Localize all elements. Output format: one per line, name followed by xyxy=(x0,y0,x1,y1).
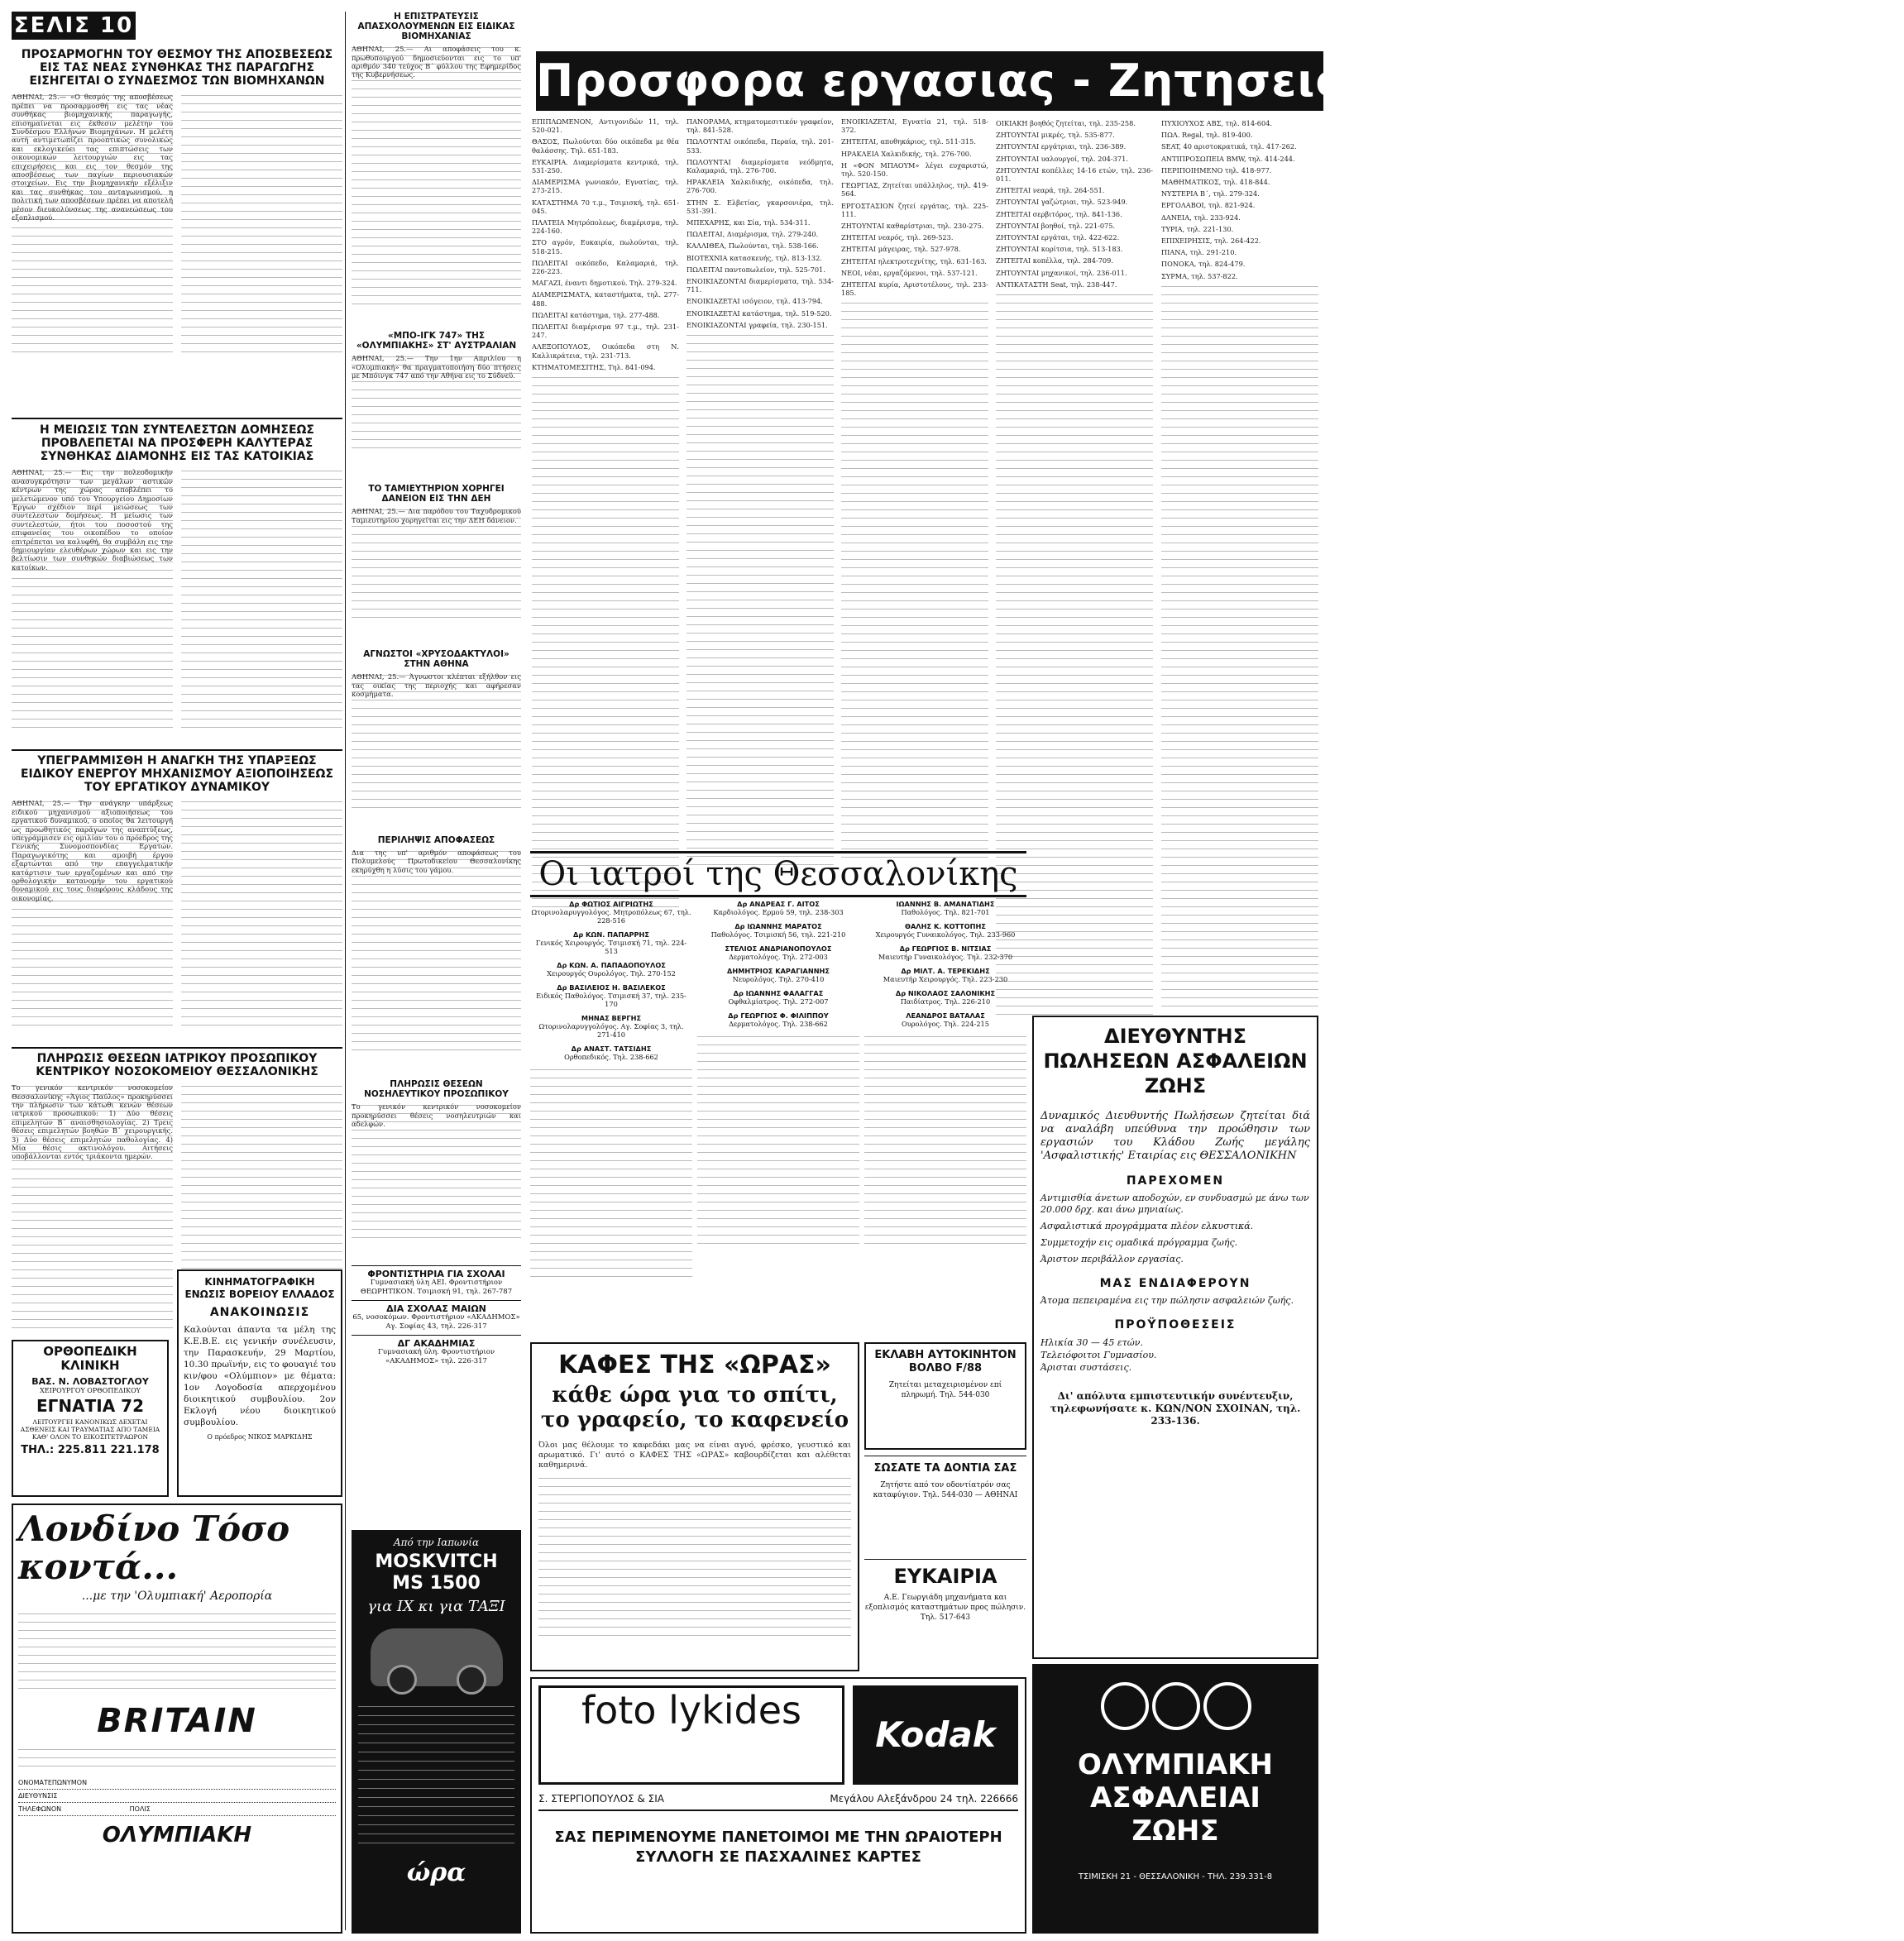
foto-lykides-ad xyxy=(530,1677,1026,1934)
doctor-info: Ορθοπεδικός. Τηλ. 238-662 xyxy=(564,1053,658,1061)
offer-heading: ΠΑΡΕΧΟΜΕΝ xyxy=(1126,1174,1225,1188)
article-headline: ΠΕΡΙΛΗΨΙΣ ΑΠΟΦΑΣΕΩΣ xyxy=(377,835,495,845)
article-headline: ΤΟ ΤΑΜΙΕΥΤΗΡΙΟΝ ΧΟΡΗΓΕΙ ΔΑΝΕΙΟΝ ΕΙΣ ΤΗΝ ΔΕΗ xyxy=(368,484,505,504)
tutoring-body: 65, νοσοκόμων. Φροντιστήριον «ΑΚΑΔΗΜΟΣ» Αγ. Σοφίας 43, τηλ. 226-317 xyxy=(352,1313,520,1331)
classified-ad: ΠΩΛΕΙΤΑΙ κατάστημα, τηλ. 277-488. xyxy=(532,310,660,319)
left-article-3 xyxy=(12,754,342,1044)
classified-ad: ΕΡΓΟΛΑΒΟΙ, τηλ. 821-924. xyxy=(1161,201,1256,210)
teeth-ad xyxy=(864,1456,1026,1556)
article-body: Το γενικόν κεντρικόν νοσοκομείον προκηρύσσει θέσεις νοσηλευτριών και αδελφών. xyxy=(352,1102,521,1243)
coffee-title: ΚΑΦΕΣ ΤΗΣ «ΩΡΑΣ» xyxy=(558,1351,831,1379)
classified-ad: ΚΑΛΛΙΘΕΑ, Πωλούνται, τηλ. 538-166. xyxy=(686,241,819,251)
doctor-name: Δρ ΙΩΑΝΝΗΣ ΜΑΡΑΤΟΣ xyxy=(734,922,822,930)
doctor-info: Νευρολόγος. Τηλ. 270-410 xyxy=(732,975,825,983)
doctor-name: Δρ ΙΩΑΝΝΗΣ ΦΑΛΑΓΓΑΣ xyxy=(733,989,824,997)
classified-ad: ΕΠΙΧΕΙΡΗΣΙΣ, τηλ. 264-422. xyxy=(1161,237,1261,246)
classified-ad: ΠΟΝΟΚΑ, τηλ. 824-479. xyxy=(1161,260,1246,269)
tutoring-ad xyxy=(352,1300,521,1335)
doctor-entry xyxy=(864,967,1026,983)
teeth-body: Ζητήστε από τον οδοντίατρόν σας καταφύγιον. Τηλ. 544-030 — ΑΘΗΝΑΙ xyxy=(873,1481,1018,1499)
page-number-badge: ΣΕΛΙΣ 10 xyxy=(12,12,136,40)
volvo-title: ΕΚΛΑΒΗ ΑΥΤΟΚΙΝΗΤΟΝ ΒΟΛΒΟ F/88 xyxy=(874,1349,1017,1374)
tutoring-body: Γυμνασιακή ύλη. Φροντιστήριον «ΑΚΑΔΗΜΟΣ» τηλ. 226-317 xyxy=(377,1348,495,1365)
olympic-rings-icon xyxy=(1101,1682,1250,1732)
london-subtitle: ...με την 'Ολυμπιακή' Αεροπορία xyxy=(81,1590,273,1603)
article-headline: ΠΛΗΡΩΣΙΣ ΘΕΣΕΩΝ ΙΑΤΡΙΚΟΥ ΠΡΟΣΩΠΙΚΟΥ ΚΕΝΤΡΙΚΟΥ ΝΟΣΟΚΟΜΕΙΟΥ ΘΕΣΣΑΛΟΝΙΚΗΣ xyxy=(36,1052,318,1079)
article-body: ΑΘΗΝΑΙ, 25.— Δια παρόδου του Ταχυδρομικού Ταμιευτηρίου χορηγείται εις την ΔΕΗ δάνειον. xyxy=(352,507,521,623)
classified-ad: ΣΥΡΜΑ, τηλ. 537-822. xyxy=(1161,271,1238,280)
doctor-name: Δρ ΓΕΩΡΓΙΟΣ Β. ΝΙΤΣΙΑΣ xyxy=(899,944,992,953)
divider xyxy=(12,418,342,419)
classified-column-1 xyxy=(532,117,679,845)
offer-item: Ασφαλιστικά προγράμματα πλέον ελκυστικά. xyxy=(1041,1221,1254,1231)
doctor-name: Δρ ΓΕΩΡΓΙΟΣ Φ. ΦΙΛΙΠΠΟΥ xyxy=(728,1011,829,1020)
classified-ad: ΑΝΤΙΚΑΤΑΣΤΗ Seat, τηλ. 238-447. xyxy=(996,280,1117,289)
doctor-name: ΛΕΑΝΔΡΟΣ ΒΑΤΑΛΑΣ xyxy=(906,1011,985,1020)
london-body xyxy=(18,1611,336,1694)
teeth-title: ΣΩΣΑΤΕ ΤΑ ΔΟΝΤΙΑ ΣΑΣ xyxy=(873,1462,1017,1475)
classified-ad: ΖΗΤΟΥΝΤΑΙ κορίτσια, τηλ. 513-183. xyxy=(996,245,1123,254)
doctor-entry xyxy=(864,1011,1026,1028)
coffee-body-filler xyxy=(538,1475,851,1641)
doctor-entry xyxy=(697,900,859,916)
mid-article-5 xyxy=(352,835,521,1075)
doctor-entry xyxy=(697,1011,859,1028)
coffee-slogan: κάθε ώρα για το σπίτι, το γραφείο, το καφενείο xyxy=(540,1383,849,1432)
mid-article-4 xyxy=(352,649,521,831)
doctor-name: ΘΑΛΗΣ Κ. ΚΟΤΤΟΠΗΣ xyxy=(905,922,986,930)
tutoring-title: ΔΓ ΑΚΑΔΗΜΙΑΣ xyxy=(397,1338,476,1349)
offer-item: Αντιμισθία άνετων αποδοχών, εν συνδυασμώ με άνω των 20.000 δρχ. και άνω μηνιαίως. xyxy=(1041,1193,1309,1215)
classified-ad: ΕΝΟΙΚΙΑΖΕΤΑΙ κατάστημα, τηλ. 519-520. xyxy=(686,308,832,318)
form-row[interactable] xyxy=(18,1803,336,1816)
doctor-name: Δρ ΒΑΣΙΛΕΙΟΣ Η. ΒΑΣΙΛΕΚΟΣ xyxy=(557,983,666,992)
article-body-cont xyxy=(181,799,342,1030)
classified-ad: ΖΗΤΕΙΤΑΙ νεαρός, τηλ. 269-523. xyxy=(841,233,954,242)
article-headline: «ΜΠΟ-ΙΓΚ 747» ΤΗΣ «ΟΛΥΜΠΙΑΚΗΣ» ΣΤ' ΑΥΣΤΡΑΛΙΑΝ xyxy=(356,331,517,351)
classified-column-3 xyxy=(841,117,988,845)
classified-ad: ΖΗΤΕΙΤΑΙ νεαρά, τηλ. 264-551. xyxy=(996,186,1105,195)
article-body: Το γενικόν κεντρικόν νοσοκομείον Θεσσαλονίκης «Άγιος Παύλος» προκηρύσσει την πλήρωσιν των κάτωθι κενών θέσεων ιατρικού προσωπικού: 1) Δύο θέσεις επιμελητών Β΄ αναισθησιολογίας. 2) Τρεις θέσεις επιμελητών βοηθών Β΄ χειρουργικής. 3) Δύο θέσεις επιμελητών παθολογίας. 4) Μία θέσις ακτινολόγου. Αιτήσεις υποβάλλονται εντός τριάκοντα ημερών. xyxy=(12,1083,173,1307)
article-body-cont xyxy=(181,468,342,733)
doctor-entry xyxy=(530,983,692,1008)
mid-article-6 xyxy=(352,1079,521,1257)
doctor-info: Οφθαλμίατρος. Τηλ. 272-007 xyxy=(728,997,829,1006)
doctors-col-1 xyxy=(530,900,692,1338)
classified-ad: ΑΝΤΙΠΡΟΣΩΠΕΙΑ BMW, τηλ. 414-244. xyxy=(1161,154,1295,163)
insurance-address: ΤΣΙΜΙΣΚΗ 21 - ΘΕΣΣΑΛΟΝΙΚΗ - ΤΗΛ. 239.331-8 xyxy=(1078,1872,1273,1881)
olympic-airline-logo: ΟΛΥΜΠΙΑΚΗ xyxy=(102,1823,252,1848)
london-ad xyxy=(12,1504,342,1934)
manager-contact: Δι' απόλυτα εμπιστευτικήν συνέντευξιν, τηλεφωνήσατε κ. ΚΩΝ/ΝΟΝ ΣΧΟΙΝΑΝ, τηλ. 233-136. xyxy=(1050,1390,1301,1427)
article-body: ΑΘΗΝΑΙ, 25.— Την ανάγκην υπάρξεως ειδικού μηχανισμού αξιοποιήσεως του εργατικού δυναμικού, ο οποίος θα λειτουργή ως προωθητικός παράγων της αναπτύξεως, υπεγράμμισεν εις ομιλίαν του ο πρόεδρος της Γενικής Συνομοσπονδίας Εργατών. Παραγωγικότης και αμοιβή έργου εξαρτώνται από την επαγγελματικήν κατάρτισιν των εργαζομένων και από την ορθολογικήν κατανομήν του εργατικού δυναμικού εις τους διαφόρους κλάδους της οικονομίας. xyxy=(12,799,173,1030)
doctors-filler xyxy=(697,1034,859,1249)
doctor-info: Παθολόγος. Τηλ. 821-701 xyxy=(901,908,990,916)
classified-ad: ΠΙΑΝΑ, τηλ. 291-210. xyxy=(1161,248,1237,257)
doctor-name: Δρ ΚΩΝ. ΠΑΠΑΡΡΗΣ xyxy=(573,930,649,939)
classified-ad: ΜΑΘΗΜΑΤΙΚΟΣ, τηλ. 418-844. xyxy=(1161,178,1270,187)
mid-article-1 xyxy=(352,12,521,326)
classified-ad: ΣΤΗΝ Σ. Ελβετίας, γκαρσονιέρα, τηλ. 531-391. xyxy=(686,198,834,215)
requirement-item: Άρισται συστάσεις. xyxy=(1041,1362,1132,1373)
opportunity-ad xyxy=(864,1559,1026,1671)
left-article-4 xyxy=(12,1052,342,1176)
insurance-name: ΟΛΥΜΠΙΑΚΗ ΑΣΦΑΛΕΙΑΙ ΖΩΗΣ xyxy=(1078,1748,1273,1848)
classified-ad: ΖΗΤΟΥΝΤΑΙ υαλουργοί, τηλ. 204-371. xyxy=(996,154,1128,163)
classified-column-5 xyxy=(1161,12,1318,1012)
classified-ad: ΠΩΛΕΙΤΑΙ οικόπεδο, Καλαμαριά, τηλ. 226-223. xyxy=(532,258,679,276)
tutoring-title: ΦΡΟΝΤΙΣΤΗΡΙΑ ΓΙΑ ΣΧΟΛΑΙ xyxy=(367,1269,505,1279)
classified-ad: ΜΠΕΧΑΡΗΣ, και Σία, τηλ. 534-311. xyxy=(686,218,811,227)
classified-ad: ΜΑΓΑΖΙ, έναντι δημοτικού. Τηλ. 279-324. xyxy=(532,279,677,288)
classified-ad: ΕΝΟΙΚΙΑΖΟΝΤΑΙ γραφεία, τηλ. 230-151. xyxy=(686,320,828,329)
foto-address: Μεγάλου Αλεξάνδρου 24 τηλ. 226666 xyxy=(830,1793,1018,1805)
tutoring-ad xyxy=(352,1335,521,1370)
article-body: ΑΘΗΝΑΙ, 25.— «Ο θεσμός της αποσβέσεως πρέπει να προσαρμοσθή εις τας νέας συνθήκας βιομηχανικής παραγωγής, επισημαίνεται εις έκθεσιν μελέτην του Συνδέσμου Ελλήνων Βιομηχάνων. Η μελέτη αυτή αντιμετωπίζει προοπτικώς συνολικώς και εκλογικεύει τας επιπτώσεις των οικονομικών λειτουργιών εις τας επιχειρήσεις και εις τον θεσμόν της αποσβέσεως των παγίων περιουσιακών στοιχείων. Εις την βιομηχανικήν εξέλιξιν και τας συνθήκας του ανταγωνισμού, η πολιτική των αποσβέσεων πρέπει να αποτελή μέσον διευκολύνσεως της ανανεώσεως του εξοπλισμού. xyxy=(12,93,173,357)
classified-ad: ΠΩΛ. Regal, τηλ. 819-400. xyxy=(1161,131,1253,140)
opportunity-body: Α.Ε. Γεωργιάδη μηχανήματα και εξοπλισμός καταστημάτων προς πώλησιν. Τηλ. 517-643 xyxy=(864,1594,1026,1622)
classified-ad: ΠΥΧΙΟΥΧΟΣ ΑΒΣ, τηλ. 814-604. xyxy=(1161,119,1273,127)
classified-ad: ΠΩΛΟΥΝΤΑΙ οικόπεδα, Περαία, τηλ. 201-533. xyxy=(686,137,834,155)
classified-ad: ΚΤΗΜΑΤΟΜΕΣΙΤΗΣ, Τηλ. 841-094. xyxy=(532,362,656,371)
sales-manager-ad xyxy=(1032,1016,1318,1659)
classified-ad: ΒΙΟΤΕΧΝΙΑ κατασκευής, τηλ. 813-132. xyxy=(686,253,822,262)
coffee-body: Όλοι μας θέλουμε το καφεδάκι μας να είναι αγνό, φρέσκο, γευστικό και αρωματικό. Γι' αυτό ο ΚΑΦΕΣ ΤΗΣ «ΩΡΑΣ» καβουρδίζεται και αλέθεται καθημερινά. xyxy=(538,1441,851,1470)
ortho-street: ΕΓΝΑΤΙΑ 72 xyxy=(36,1396,144,1416)
doctors-col-3 xyxy=(864,900,1026,1338)
ortho-specialty: ΧΕΙΡΟΥΡΓΟΥ ΟΡΘΟΠΕΔΙΚΟΥ xyxy=(40,1387,141,1394)
classified-ad: ΠΕΡΙΠΟΙΗΜΕΝΟ τηλ. 418-977. xyxy=(1161,165,1272,174)
classified-ad: ΕΝΟΙΚΙΑΖΕΤΑΙ ισόγειον, τηλ. 413-794. xyxy=(686,297,823,306)
classified-ad: ΤΥΡΙΑ, τηλ. 221-130. xyxy=(1161,224,1234,233)
column-rule xyxy=(345,12,346,1930)
doctor-entry xyxy=(864,922,1026,939)
doctors-col-2 xyxy=(697,900,859,1338)
left-article-1 xyxy=(12,48,342,371)
opportunity-title: ΕΥΚΑΙΡΙΑ xyxy=(893,1565,997,1588)
doctor-info: Ειδικός Παθολόγος. Τσιμισκή 37, τηλ. 235-170 xyxy=(536,992,686,1008)
doctor-info: Χειρουργός Ουρολόγος. Τηλ. 270-152 xyxy=(547,969,676,978)
form-row[interactable] xyxy=(18,1790,336,1803)
foto-owner: Σ. ΣΤΕΡΓΙΟΠΟΥΛΟΣ & ΣΙΑ xyxy=(538,1793,664,1805)
taxi-model: MOSKVITCH MS 1500 xyxy=(375,1551,498,1594)
doctor-info: Ουρολόγος. Τηλ. 224-215 xyxy=(902,1020,989,1028)
requirements-list xyxy=(1041,1336,1310,1374)
form-label: ΔΙΕΥΘΥΝΣΙΣ xyxy=(18,1792,58,1800)
classified-ad: ΔΑΝΕΙΑ, τηλ. 233-924. xyxy=(1161,213,1241,222)
article-body: ΑΘΗΝΑΙ, 25.— Την 1ην Απριλίου η «Ολυμπιακή» θα πραγματοποιήση δύο πτήσεις με Μπόινγκ 747 από την Αθήνα εις το Σύδνεϋ. xyxy=(352,354,521,453)
classified-ad: ΔΙΑΜΕΡΙΣΜΑΤΑ, καταστήματα, τηλ. 277-488. xyxy=(532,290,679,308)
moskvitch-ad xyxy=(352,1530,521,1934)
hospital-positions-list xyxy=(12,1176,173,1333)
article-body: ΑΘΗΝΑΙ, 25.— Εις την πολεοδομικήν ανασυγκρότησιν των μεγάλων αστικών κέντρων της χώρας αποβλέπει το μελετώμενον υπό του Υπουργείου Δημοσίων Έργων σχέδιον περί μειώσεως των συντελεστών δομήσεως. Η μείωσις των συντελεστών, ήτοι του ποσοστού της επιφανείας του οικοπέδου το οποίον επιτρέπεται να καλυφθή, θα συμβάλη εις την δημιουργίαν ελευθέρων χώρων και εις την βελτίωσιν των συνθηκών διαβιώσεως των κατοίκων. xyxy=(12,468,173,733)
classified-ad: ΗΡΑΚΛΕΙΑ Χαλκιδικής, τηλ. 276-700. xyxy=(841,149,972,158)
classified-ad: ΖΗΤΟΥΝΤΑΙ βοηθοί, τηλ. 221-075. xyxy=(996,221,1116,230)
mid-article-2 xyxy=(352,331,521,480)
article-body: Δια της υπ' αριθμόν αποφάσεως του Πολυμελούς Πρωτοδικείου Θεσσαλονίκης εκηρύχθη η λύσις του γάμου. xyxy=(352,849,521,1055)
taxi-line2: για ΙΧ κι για ΤΑΞΙ xyxy=(367,1598,505,1615)
classified-ad: ΖΗΤΟΥΝΤΑΙ κοπέλλες 14-16 ετών, τηλ. 236-011. xyxy=(996,165,1153,184)
olympic-insurance-ad xyxy=(1032,1664,1318,1934)
cinema-title: ΚΙΝΗΜΑΤΟΓΡΑΦΙΚΗ ΕΝΩΣΙΣ ΒΟΡΕΙΟΥ ΕΛΛΑΔΟΣ xyxy=(184,1276,335,1300)
tutoring-title: ΔΙΑ ΣΧΟΛΑΣ ΜΑΙΩΝ xyxy=(386,1303,486,1314)
classified-ad: ΕΝΟΙΚΙΑΖΕΤΑΙ, Εγνατία 21, τηλ. 518-372. xyxy=(841,117,988,135)
doctors-section-title: Οι ιατροί της Θεσσαλονίκης xyxy=(530,851,1026,897)
london-coupon-text xyxy=(18,1747,336,1771)
ortho-clinic-ad xyxy=(12,1340,169,1497)
doctor-info: Δερματολόγος. Τηλ. 238-662 xyxy=(729,1020,828,1028)
classified-ad: ΖΗΤΟΥΝΤΑΙ μηχανικοί, τηλ. 236-011. xyxy=(996,268,1127,277)
kodak-logo: Kodak xyxy=(853,1685,1018,1785)
taxi-body xyxy=(358,1703,514,1852)
london-title: Λονδίνο Τόσο κοντά... xyxy=(18,1508,290,1587)
tutoring-ads xyxy=(352,1265,521,1447)
classified-ad: ΘΑΣΟΣ, Πωλούνται δύο οικόπεδα με θέα θαλάσσης. Τηλ. 651-183. xyxy=(532,137,679,155)
classified-ad: ΗΡΑΚΛΕΙΑ Χαλκιδικής, οικόπεδα, τηλ. 276-700. xyxy=(686,178,834,195)
classified-ad: ΖΗΤΕΙΤΑΙ ηλεκτροτεχνίτης, τηλ. 631-163. xyxy=(841,256,988,265)
requirements-heading: ΠΡΟΫΠΟΘΕΣΕΙΣ xyxy=(1114,1318,1237,1331)
classified-ad: ΠΩΛΕΙΤΑΙ παντοπωλείον, τηλ. 525-701. xyxy=(686,265,825,274)
classified-ad: ΖΗΤΟΥΝΤΑΙ γαζώτριαι, τηλ. 523-949. xyxy=(996,198,1128,207)
classified-ad: ΖΗΤΕΙΤΑΙ, αποθηκάριος, τηλ. 511-315. xyxy=(841,137,976,146)
classified-filler xyxy=(1161,284,1318,1011)
doctor-name: ΙΩΑΝΝΗΣ Β. ΑΜΑΝΑΤΙΔΗΣ xyxy=(896,900,995,908)
article-headline: ΠΛΗΡΩΣΙΣ ΘΕΣΕΩΝ ΝΟΣΗΛΕΥΤΙΚΟΥ ΠΡΟΣΩΠΙΚΟΥ xyxy=(364,1079,509,1100)
classified-ad: ΖΗΤΟΥΝΤΑΙ εργάται, τηλ. 422-622. xyxy=(996,233,1120,242)
doctor-entry xyxy=(697,944,859,961)
volvo-ad xyxy=(864,1342,1026,1450)
classified-ad: ΑΛΕΞΟΠΟΥΛΟΣ, Οικόπεδα στη Ν. Καλλικράτεια, τηλ. 231-713. xyxy=(532,342,679,360)
doctor-name: Δρ ΑΝΑΣΤ. ΤΑΤΣΙΔΗΣ xyxy=(571,1045,652,1053)
classified-ad: ΠΑΝΟΡΑΜΑ, κτηματομεσιτικόν γραφείον, τηλ. 841-528. xyxy=(686,117,834,135)
ortho-phones: ΤΗΛ.: 225.811 221.178 xyxy=(21,1444,160,1456)
doctor-info: Μαιευτήρ Γυναικολόγος. Τηλ. 232-370 xyxy=(878,953,1013,961)
doctor-info: Παθολόγος. Τσιμισκή 56, τηλ. 221-210 xyxy=(710,930,846,939)
article-body-cont xyxy=(181,93,342,357)
doctor-info: Καρδιολόγος. Ερμού 59, τηλ. 238-303 xyxy=(713,908,844,916)
doctor-info: Παιδίατρος. Τηλ. 226-210 xyxy=(900,997,991,1006)
doctors-filler xyxy=(864,1034,1026,1249)
doctor-entry xyxy=(697,922,859,939)
classified-ad: ΖΗΤΟΥΝΤΑΙ μικρές, τηλ. 535-877. xyxy=(996,131,1115,140)
article-body: ΑΘΗΝΑΙ, 25.— Αι αποφάσεις του κ. πρωθυπουργού δημοσιεύονται εις το υπ' αριθμόν 340 τεύχος Β΄ φύλλου της Εφημερίδος της Κυβερνήσεως. xyxy=(352,45,521,309)
form-label: ΠΟΛΙΣ xyxy=(129,1805,151,1813)
doctor-name: Δρ ΝΙΚΟΛΑΟΣ ΣΑΛΟΝΙΚΗΣ xyxy=(895,989,996,997)
cinema-body: Καλούνται άπαντα τα μέλη της Κ.Ε.Β.Ε. εις γενικήν συνέλευσιν, την Παρασκευήν, 29 Μαρτίου, 10.30 πρωϊνήν, εις το φουαγιέ του κιν/φου «Ολύμπιον» με θέματα: 1ον Λογοδοσία απερχομένου διοικητικού συμβουλίου. 2ον Εκλογή νέου διοικητικού συμβουλίου. xyxy=(184,1325,336,1427)
doctor-entry xyxy=(530,1014,692,1039)
cinema-subtitle: ΑΝΑΚΟΙΝΩΣΙΣ xyxy=(209,1306,310,1319)
car-illustration xyxy=(371,1628,503,1686)
britain-brand: BRITAIN xyxy=(97,1702,257,1740)
doctors-filler xyxy=(530,1067,692,1282)
foto-tagline: ΣΑΣ ΠΕΡΙΜΕΝΟΥΜΕ ΠΑΝΕΤΟΙΜΟΙ ΜΕ ΤΗΝ ΩΡΑΙΟΤΕΡΗ ΣΥΛΛΟΓΗ ΣΕ ΠΑΣΧΑΛΙΝΕΣ ΚΑΡΤΕΣ xyxy=(554,1829,1002,1866)
doctor-entry xyxy=(864,989,1026,1006)
doctor-name: Δρ ΦΩΤΙΟΣ ΑΙΓΡΙΩΤΗΣ xyxy=(569,900,653,908)
coffee-ad xyxy=(530,1342,859,1671)
offer-item: Συμμετοχήν εις ομαδικά πρόγραμμα ζωής. xyxy=(1041,1237,1238,1248)
left-article-2 xyxy=(12,423,342,746)
divider xyxy=(12,749,342,751)
article-headline: Η ΕΠΙΣΤΡΑΤΕΥΣΙΣ ΑΠΑΣΧΟΛΟΥΜΕΝΩΝ ΕΙΣ ΕΙΔΙΚΑΣ ΒΙΟΜΗΧΑΝΙΑΣ xyxy=(357,12,515,42)
classified-ad: ΕΥΚΑΙΡΙΑ. Διαμερίσματα κεντρικά, τηλ. 531-250. xyxy=(532,157,679,175)
article-headline: Η ΜΕΙΩΣΙΣ ΤΩΝ ΣΥΝΤΕΛΕΣΤΩΝ ΔΟΜΗΣΕΩΣ ΠΡΟΒΛΕΠΕΤΑΙ ΝΑ ΠΡΟΣΦΕΡΗ ΚΑΛΥΤΕΡΑΣ ΣΥΝΘΗΚΑΣ ΔΙΑΜΟΝΗΣ ΕΙΣ ΤΑΣ ΚΑΤΟΙΚΙΑΣ xyxy=(40,423,314,464)
doctor-entry xyxy=(864,900,1026,916)
doctor-info: Γενικός Χειρουργός. Τσιμισκή 71, τηλ. 224-513 xyxy=(535,939,687,955)
doctor-name: Δρ ΑΝΔΡΕΑΣ Γ. ΑΙΤΟΣ xyxy=(737,900,820,908)
manager-intro: Δυναμικός Διευθυντής Πωλήσεων ζητείται διά να αναλάβη υπεύθυνα την προώθησιν των εργασιών του Κλάδου Ζωής μεγάλης 'Ασφαλιστικής' Εταιρίας εις ΘΕΣΣΑΛΟΝΙΚΗΝ xyxy=(1041,1110,1310,1162)
classified-ad: ΝΕΟΙ, νέαι, εργαζόμενοι, τηλ. 537-121. xyxy=(841,268,978,277)
expect-heading: ΜΑΣ ΕΝΔΙΑΦΕΡΟΥΝ xyxy=(1099,1277,1251,1290)
classified-ad: ΠΛΑΤΕΙΑ Μητρόπολεως, διαμέρισμα, τηλ. 224-160. xyxy=(532,218,679,236)
doctor-info: Ωτορινολαρυγγολόγος. Αγ. Σοφίας 3, τηλ. 271-410 xyxy=(538,1022,684,1039)
classified-ad: ΚΑΤΑΣΤΗΜΑ 70 τ.μ., Τσιμισκή, τηλ. 651-045. xyxy=(532,198,679,215)
classified-ad: ΠΩΛΕΙΤΑΙ διαμέρισμα 97 τ.μ., τηλ. 231-247. xyxy=(532,323,679,340)
cinema-union-ad xyxy=(177,1269,342,1497)
offer-item: Άριστον περιβάλλον εργασίας. xyxy=(1041,1254,1184,1265)
classified-ad: ΖΗΤΕΙΤΑΙ μάγειρας, τηλ. 527-978. xyxy=(841,245,961,254)
article-headline: ΥΠΕΓΡΑΜΜΙΣΘΗ Η ΑΝΑΓΚΗ ΤΗΣ ΥΠΑΡΞΕΩΣ ΕΙΔΙΚΟΥ ΕΝΕΡΓΟΥ ΜΗΧΑΝΙΣΜΟΥ ΑΞΙΟΠΟΙΗΣΕΩΣ ΤΟΥ ΕΡΓΑΤΙΚΟΥ ΔΥΝΑΜΙΚΟΥ xyxy=(20,754,334,795)
classified-column-2 xyxy=(686,117,834,845)
classified-filler xyxy=(532,375,679,912)
classified-ad: ΖΗΤΕΙΤΑΙ σερβιτόρος, τηλ. 841-136. xyxy=(996,209,1122,218)
doctor-info: Δερματολόγος. Τηλ. 272-003 xyxy=(729,953,828,961)
classified-ad: ΕΝΟΙΚΙΑΖΟΝΤΑΙ διαμερίσματα, τηλ. 534-711. xyxy=(686,277,834,294)
article-headline: ΠΡΟΣΑΡΜΟΓΗΝ ΤΟΥ ΘΕΣΜΟΥ ΤΗΣ ΑΠΟΣΒΕΣΕΩΣ ΕΙΣ ΤΑΣ ΝΕΑΣ ΣΥΝΘΗΚΑΣ ΤΗΣ ΠΑΡΑΓΩΓΗΣ ΕΙΣΗΓΕΙΤΑΙ Ο ΣΥΝΔΕΣΜΟΣ ΤΩΝ ΒΙΟΜΗΧΑΝΩΝ xyxy=(21,48,333,88)
classified-ad: ΓΕΩΡΓΙΑΣ, Ζητείται υπάλληλος, τηλ. 419-564. xyxy=(841,181,988,198)
classifieds-banner: Προσφορα εργασιας - Ζητησεις - Πωλησεις - Ακινητα xyxy=(536,51,1323,111)
doctor-name: Δρ ΜΙΛΤ. Α. ΤΕΡΕΚΙΔΗΣ xyxy=(901,967,990,975)
classified-ad: ΝΥΣΤΕΡΙΑ Β΄, τηλ. 279-324. xyxy=(1161,189,1260,198)
classified-ad: ΖΗΤΕΙΤΑΙ κοπέλλα, τηλ. 284-709. xyxy=(996,256,1113,265)
form-row[interactable] xyxy=(18,1776,336,1790)
doctor-name: Δρ ΚΩΝ. Α. ΠΑΠΑΔΟΠΟΥΛΟΣ xyxy=(557,961,666,969)
doctor-info: Ωτορινολαρυγγολόγος. Μητροπόλεως 67, τηλ. 228-516 xyxy=(531,908,691,925)
doctor-entry xyxy=(530,1045,692,1061)
mid-article-3 xyxy=(352,484,521,645)
doctor-name: ΣΤΕΛΙΟΣ ΑΝΔΡΙΑΝΟΠΟΥΛΟΣ xyxy=(725,944,832,953)
tutoring-body: Γυμνασιακή ύλη ΑΕΙ. Φροντιστήριον ΘΕΩΡΗΤΙΚΟΝ. Τσιμισκή 91, τηλ. 267-787 xyxy=(360,1279,513,1296)
doctor-entry xyxy=(697,967,859,983)
classified-ad: ΕΡΓΟΣΤΑΣΙΟΝ ζητεί εργάτας, τηλ. 225-111. xyxy=(841,201,988,218)
volvo-body: Ζητείται μεταχειρισμένον επί πληρωμή. Τηλ. 544-030 xyxy=(888,1381,1002,1399)
foto-brand: foto lykides xyxy=(538,1685,844,1785)
ortho-title: ΟΡΘΟΠΕΔΙΚΗ ΚΛΙΝΙΚΗ xyxy=(43,1344,137,1373)
form-label: ΟΝΟΜΑΤΕΠΩΝΥΜΟΝ xyxy=(18,1779,88,1786)
classified-ad: SEAT, 40 αριστοκρατικά, τηλ. 417-262. xyxy=(1161,142,1297,151)
classified-ad: ΟΙΚΙΑΚΗ βοηθός ζητείται, τηλ. 235-258. xyxy=(996,119,1136,127)
classified-ad: ΕΠΙΠΛΩΜΕΝΟΝ, Αντιγονιδών 11, τηλ. 520-021. xyxy=(532,117,679,135)
classified-ad: ΔΙΑΜΕΡΙΣΜΑ γωνιακόν, Εγνατίας, τηλ. 273-215. xyxy=(532,178,679,195)
article-headline: ΑΓΝΩΣΤΟΙ «ΧΡΥΣΟΔΑΚΤΥΛΟΙ» ΣΤΗΝ ΑΘΗΝΑ xyxy=(363,649,509,670)
doctor-entry xyxy=(697,989,859,1006)
classified-ad: ΠΩΛΟΥΝΤΑΙ διαμερίσματα νεόδμητα, Καλαμαριά, τηλ. 276-700. xyxy=(686,157,834,175)
classified-ad: ΖΗΤΟΥΝΤΑΙ καθαρίστριαι, τηλ. 230-275. xyxy=(841,222,984,231)
doctor-entry xyxy=(864,944,1026,961)
tutoring-ad xyxy=(352,1265,521,1300)
ortho-note: ΛΕΙΤΟΥΡΓΕΙ ΚΑΝΟΝΙΚΩΣ ΔΕΧΕΤΑΙ ΑΣΘΕΝΕΙΣ ΚΑΙ ΤΡΑΥΜΑΤΙΑΣ ΑΠΟ ΤΑΜΕΙΑ ΚΑΘ' ΟΛΟΝ ΤΟ ΕΙΚΟΣΙΤΕΤΡΑΩΡΟΝ xyxy=(20,1418,160,1441)
classified-ad: ΠΩΛΕΙΤΑΙ, Διαμέρισμα, τηλ. 279-240. xyxy=(686,230,819,239)
classified-ad: Η «ΦΟΝ ΜΠΑΟΥΜ» λέγει ευχαριστώ, τηλ. 520-150. xyxy=(841,160,988,179)
doctor-name: ΜΗΝΑΣ ΒΕΡΓΗΣ xyxy=(581,1014,642,1022)
classified-filler xyxy=(841,300,988,863)
offer-list xyxy=(1041,1193,1310,1265)
cinema-sign: Ο πρόεδρος ΝΙΚΟΣ ΜΑΡΚΙΔΗΣ xyxy=(207,1433,313,1441)
expect-text: Άτομα πεπειραμένα εις την πώλησιν ασφαλειών ζωής. xyxy=(1041,1295,1294,1306)
doctor-info: Μαιευτήρ Χειρουργός. Τηλ. 223-230 xyxy=(883,975,1008,983)
article-body: ΑΘΗΝΑΙ, 25.— Άγνωστοι κλέπται εξήλθον εις τας οικίας της περιοχής και αφήρεσαν κοσμήματα. xyxy=(352,672,521,813)
classified-filler xyxy=(686,332,834,870)
taxi-line1: Από την Ιαπωνία xyxy=(393,1537,480,1548)
taxi-dealer: ώρα xyxy=(406,1858,466,1887)
coupon-form xyxy=(18,1776,336,1816)
doctor-name: ΔΗΜΗΤΡΙΟΣ ΚΑΡΑΓΙΑΝΝΗΣ xyxy=(727,967,830,975)
classified-ad: ΣΤΟ αγρόν, Ευκαιρία, πωλούνται, τηλ. 518-215. xyxy=(532,238,679,256)
manager-title: ΔΙΕΥΘΥΝΤΗΣ ΠΩΛΗΣΕΩΝ ΑΣΦΑΛΕΙΩΝ ΖΩΗΣ xyxy=(1043,1025,1308,1097)
form-label: ΤΗΛΕΦΩΝΟΝ xyxy=(18,1805,62,1813)
doctor-entry xyxy=(530,930,692,955)
doctor-info: Χειρουργός Γυναικολόγος. Τηλ. 233-960 xyxy=(875,930,1016,939)
classified-ad: ΖΗΤΕΙΤΑΙ κυρία, Αριστοτέλους, τηλ. 233-185. xyxy=(841,280,988,298)
requirement-item: Ηλικία 30 — 45 ετών. xyxy=(1041,1337,1143,1348)
doctor-entry xyxy=(530,900,692,925)
classified-ad: ΖΗΤΟΥΝΤΑΙ εργάτριαι, τηλ. 236-389. xyxy=(996,142,1127,151)
requirement-item: Τελειόφοιτοι Γυμνασίου. xyxy=(1041,1350,1157,1360)
doctor-entry xyxy=(530,961,692,978)
ortho-doctor: ΒΑΣ. Ν. ΛΟΒΑΣΤΟΓΛΟΥ xyxy=(31,1376,149,1387)
divider xyxy=(12,1047,342,1049)
